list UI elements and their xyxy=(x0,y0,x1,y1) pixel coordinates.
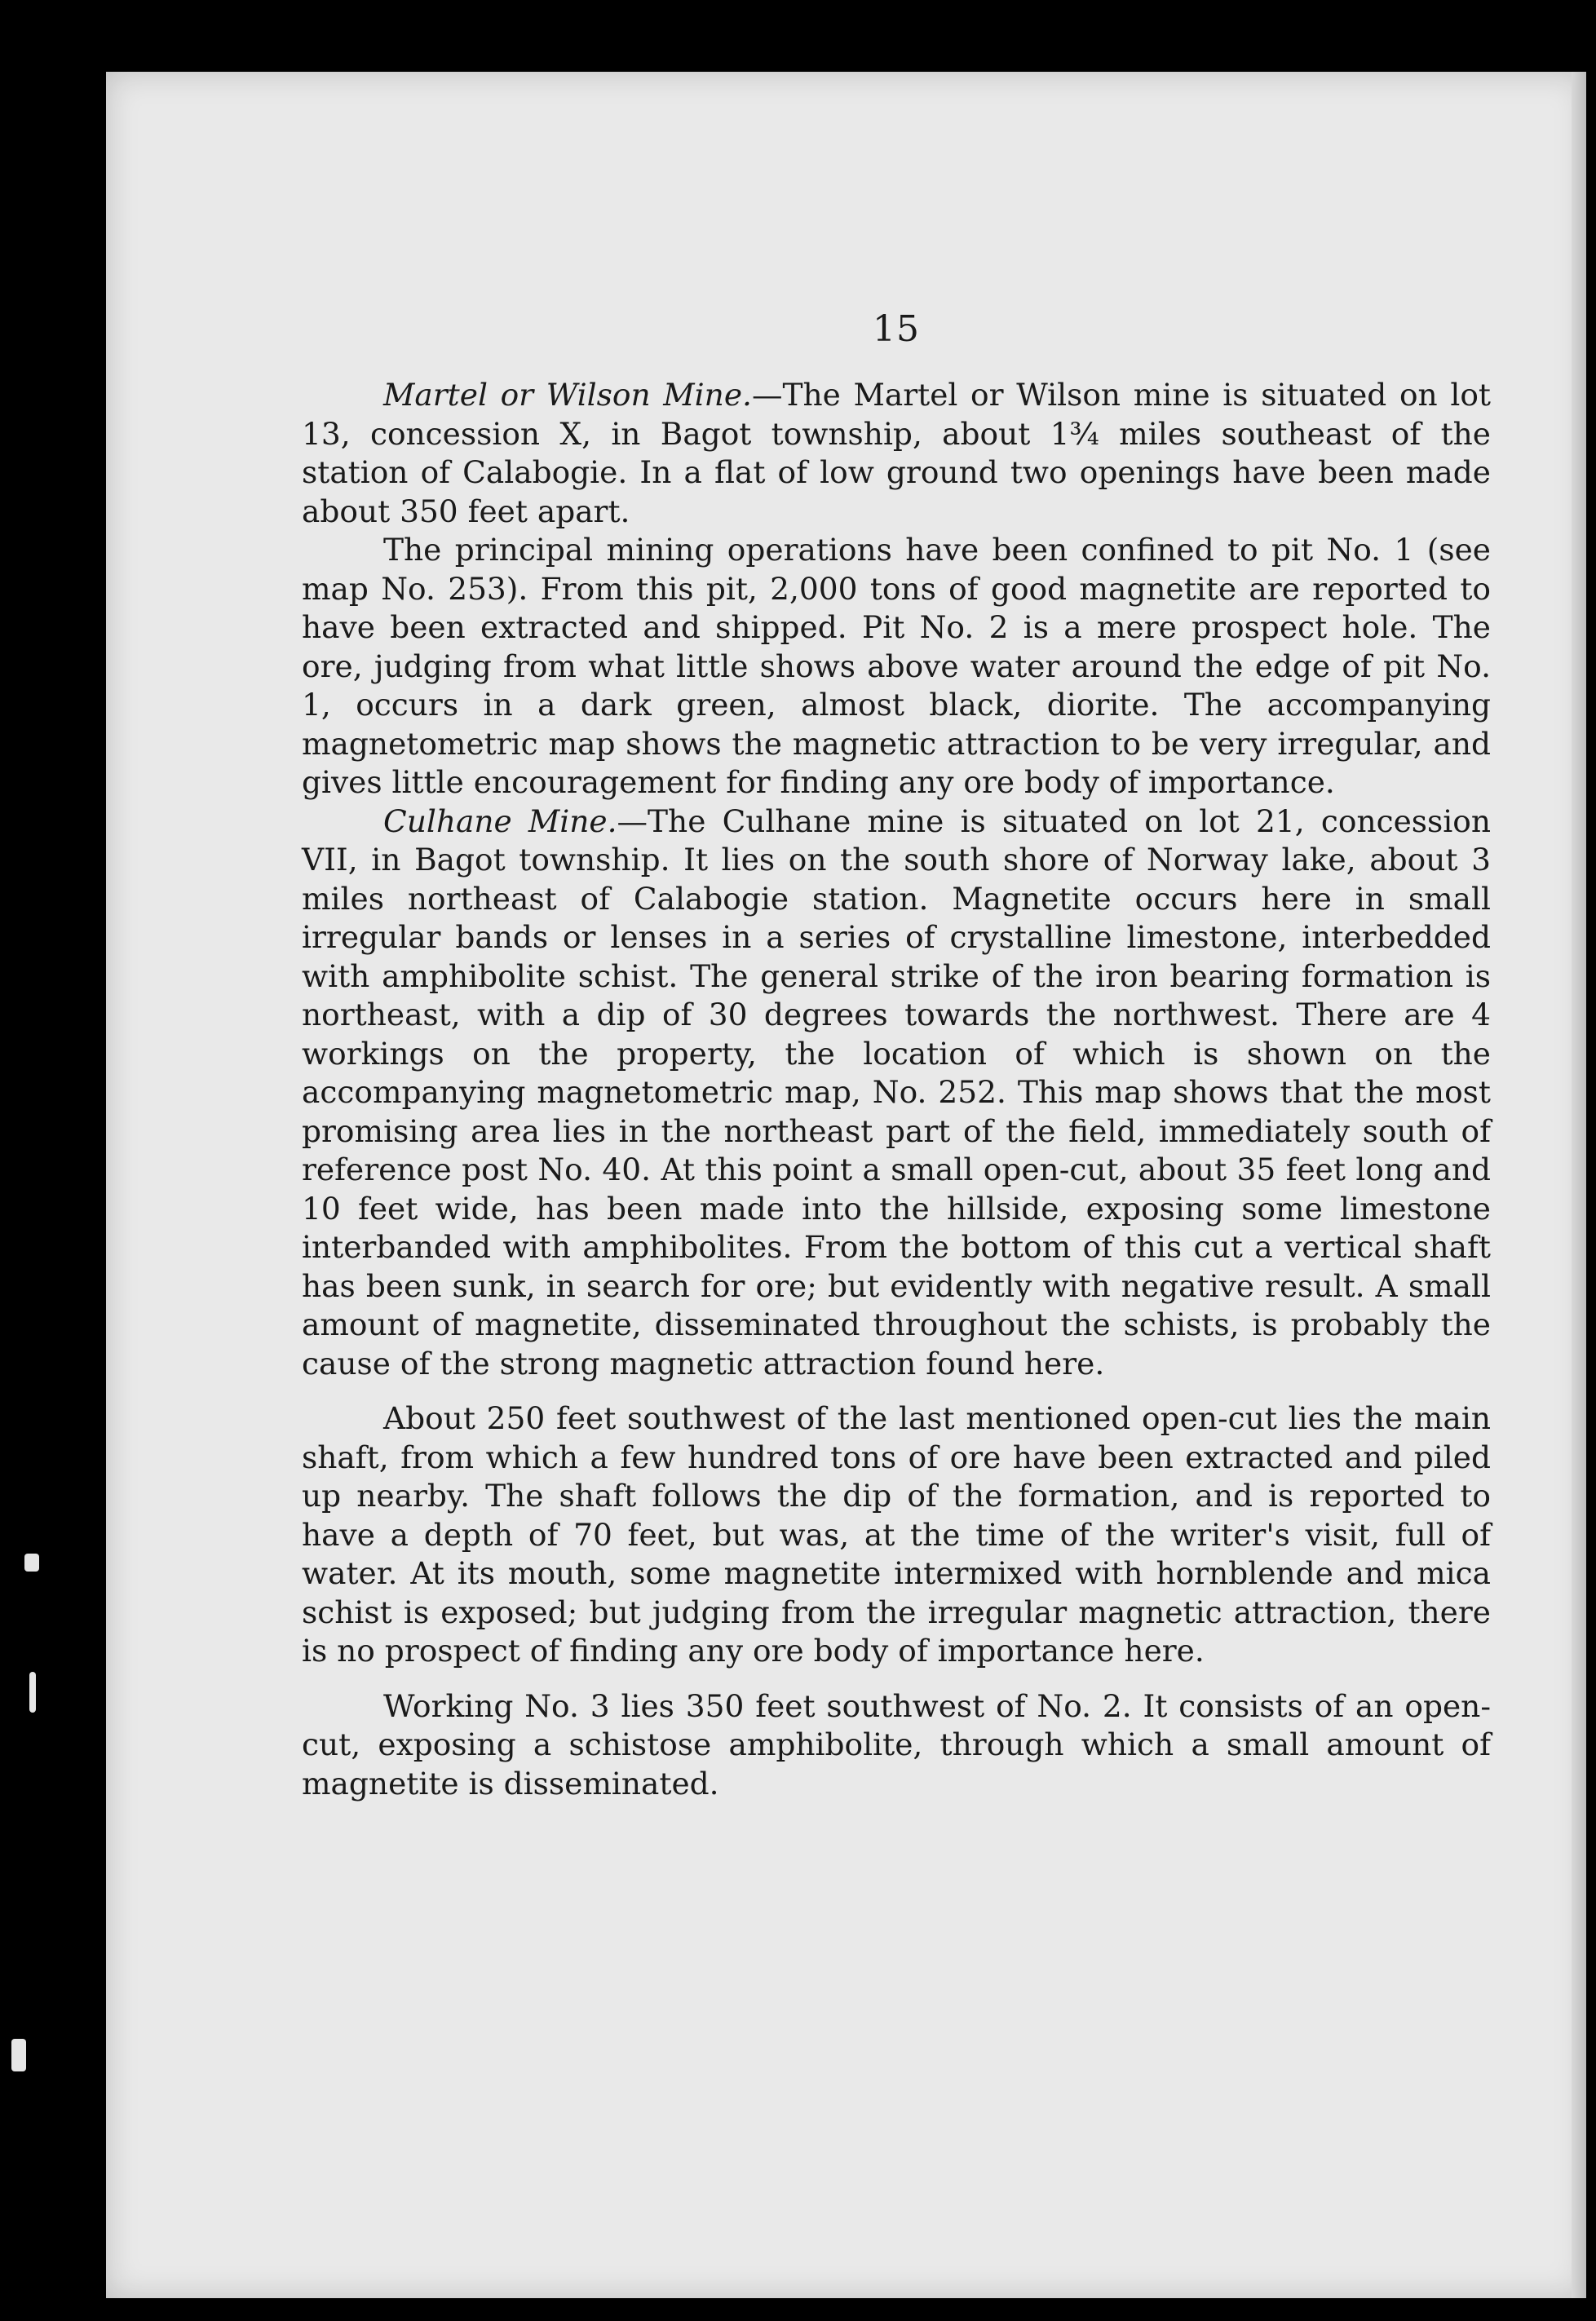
section-heading-martel: Martel or Wilson Mine. xyxy=(383,377,752,413)
paragraph-text: The principal mining operations have been confined to pit No. 1 (see map No. 253). From this pit, 2,000 tons of good magnetite are reported to have been extracted and shipped. Pit No. 2 is a mere prospect hole. The ore, judging from what little shows above water around the edge of pit No. 1, occurs in a dark green, almost black, diorite. The accompanying magnetometric map shows the magnetic attraction to be very irregular, and gives little encouragement for finding any ore body of importance. xyxy=(302,532,1491,800)
paragraph-text: —The Martel or Wilson mine is situated on lot 13, concession X, in Bagot township, about 1¾ miles southeast of the station of Calabogie. In a flat of low ground two openings have been made about 350 feet apart. xyxy=(302,377,1491,529)
paragraph-text: About 250 feet southwest of the last mentioned open-cut lies the main shaft, from which a few hundred tons of ore have been extracted and piled up nearby. The shaft follows the dip of the formation, and is reported to have a depth of 70 feet, but was, at the time of the writer's visit, full of water. At its mouth, some magnetite intermixed with hornblende and mica schist is exposed; but judging from the irregular magnetic attraction, there is no prospect of finding any ore body of importance here. xyxy=(302,1400,1491,1669)
paragraph-culhane-mine xyxy=(302,802,1491,1384)
paragraph-working-no-3 xyxy=(302,1687,1491,1804)
text-block xyxy=(302,308,1491,1803)
paragraph-text: Working No. 3 lies 350 feet southwest of No. 2. It consists of an open-cut, exposing a schistose amphibolite, through which a small amount of magnetite is disseminated. xyxy=(302,1687,1491,1802)
paragraph-principal-operations xyxy=(302,531,1491,802)
page-edge xyxy=(1572,72,1586,2298)
scan-artifact-mark xyxy=(24,1554,39,1572)
paragraph-main-shaft xyxy=(302,1399,1491,1671)
page-number: 15 xyxy=(873,308,920,350)
section-heading-culhane: Culhane Mine. xyxy=(383,802,617,839)
document-page xyxy=(106,72,1586,2298)
scan-artifact-mark xyxy=(29,1672,36,1713)
paragraph-martel-mine xyxy=(302,376,1491,531)
scan-artifact-mark xyxy=(11,2039,26,2071)
paragraph-text: —The Culhane mine is situated on lot 21, concession VII, in Bagot township. It lies on the south shore of Norway lake, about 3 miles northeast of Calabogie station. Magnetite occurs here in small irregular bands or lenses in a series of crystalline limestone, interbedded with amphibolite schist. The general strike of the iron bearing formation is northeast, with a dip of 30 degrees towards the northwest. There are 4 workings on the property, the location of which is shown on the accompanying magnetometric map, No. 252. This map shows that the most promising area lies in the northeast part of the field, immediately south of reference post No. 40. At this point a small open-cut, about 35 feet long and 10 feet wide, has been made into the hillside, exposing some limestone interbanded with amphibolites. From the bottom of this cut a vertical shaft has been sunk, in search for ore; but evidently with negative result. A small amount of magnetite, disseminated throughout the schists, is probably the cause of the strong magnetic attraction found here. xyxy=(302,802,1491,1382)
